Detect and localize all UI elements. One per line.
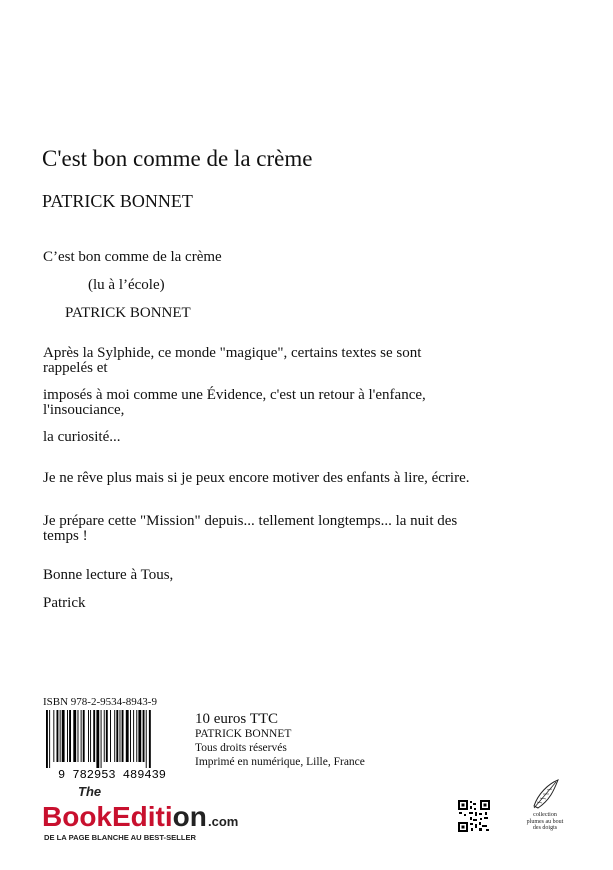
paragraph-1c: la curiosité... <box>43 429 121 445</box>
isbn-label: ISBN 978-2-9534-8943-9 <box>43 696 157 708</box>
intro-author: PATRICK BONNET <box>65 305 191 321</box>
book-title: C'est bon comme de la crème <box>42 146 313 171</box>
intro-title: C’est bon comme de la crème <box>43 249 222 265</box>
barcode-graphic <box>40 708 185 780</box>
paragraph-2: Je ne rêve plus mais si je peux encore motiver des enfants à lire, écrire. <box>43 470 470 486</box>
printed-location: Imprimé en numérique, Lille, France <box>195 756 365 768</box>
collection-logo <box>524 776 566 846</box>
barcode-digits: 9 782953 489439 <box>57 768 167 780</box>
price: 10 euros TTC <box>195 711 279 727</box>
price-block <box>195 711 365 769</box>
bookedition-logo <box>42 780 252 846</box>
paragraph-3: Je prépare cette "Mission" depuis... tellement longtemps... la nuit des temps ! <box>43 513 458 544</box>
book-author: PATRICK BONNET <box>42 191 193 211</box>
logo-the: The <box>78 784 102 799</box>
logo-tagline: DE LA PAGE BLANCHE AU BEST-SELLER <box>44 833 197 842</box>
intro-subtitle: (lu à l’école) <box>88 277 165 293</box>
qr-code-icon <box>458 800 490 832</box>
publisher: PATRICK BONNET <box>195 728 292 740</box>
logo-com: .com <box>208 814 239 829</box>
logo-book: BookEdition <box>42 801 207 832</box>
feather-icon <box>534 780 558 808</box>
closing-line: Bonne lecture à Tous, <box>43 567 174 583</box>
signature: Patrick <box>43 595 86 611</box>
isbn-barcode <box>40 696 185 785</box>
rights: Tous droits réservés <box>195 742 287 754</box>
paragraph-1b: imposés à moi comme une Évidence, c'est un retour à l'enfance, l'insouciance, <box>43 387 426 418</box>
collection-label: collection plumes au bout des doigts <box>526 812 564 831</box>
paragraph-1a: Après la Sylphide, ce monde "magique", certains textes se sont rappelés et <box>43 345 422 376</box>
